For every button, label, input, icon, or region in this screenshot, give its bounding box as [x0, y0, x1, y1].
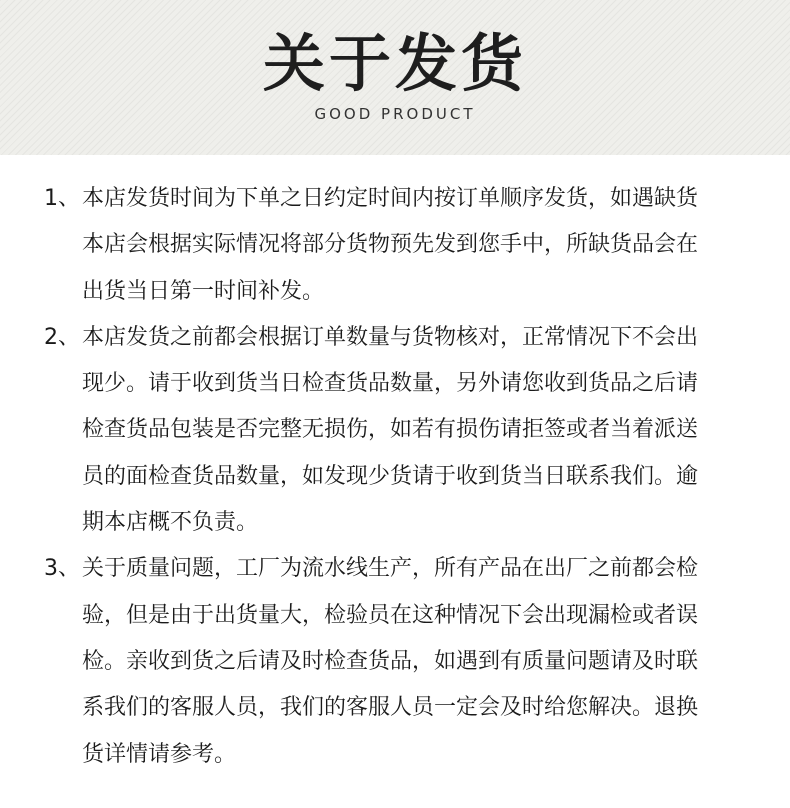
note-line: 本店发货之前都会根据订单数量与货物核对，正常情况下不会出 — [82, 324, 699, 350]
note-line: 检查货品包装是否完整无损伤，如若有损伤请拒签或者当着派送 — [82, 417, 699, 443]
note-text — [82, 546, 759, 777]
shipping-notes — [44, 176, 759, 778]
note-line: 现少。请于收到货当日检查货品数量，另外请您收到货品之后请 — [82, 371, 699, 397]
page-title: 关于发货 — [262, 27, 527, 100]
note-number: 2、 — [44, 324, 80, 350]
note-item-3 — [44, 546, 759, 777]
note-line: 检。亲收到货之后请及时检查货品，如遇到有质量问题请及时联 — [82, 648, 699, 674]
note-line: 员的面检查货品数量，如发现少货请于收到货当日联系我们。逾 — [82, 463, 699, 489]
note-text — [82, 315, 759, 546]
note-line: 出货当日第一时间补发。 — [82, 278, 325, 304]
note-line: 本店发货时间为下单之日约定时间内按订单顺序发货，如遇缺货 — [82, 186, 699, 211]
page-subtitle: GOOD PRODUCT — [314, 105, 476, 123]
note-line: 关于质量问题，工厂为流水线生产，所有产品在出厂之前都会检 — [82, 556, 699, 582]
note-line: 货详情请参考。 — [82, 741, 237, 767]
note-number: 1、 — [44, 186, 80, 211]
note-line: 系我们的客服人员，我们的客服人员一定会及时给您解决。退换 — [82, 695, 699, 721]
note-line: 期本店概不负责。 — [82, 510, 259, 536]
note-line: 本店会根据实际情况将部分货物预先发到您手中，所缺货品会在 — [82, 232, 699, 258]
note-item-1 — [44, 176, 759, 315]
note-item-2 — [44, 315, 759, 546]
header-banner — [0, 0, 790, 155]
note-number: 3、 — [44, 556, 80, 582]
note-text — [82, 176, 759, 315]
note-line: 验，但是由于出货量大，检验员在这种情况下会出现漏检或者误 — [82, 602, 699, 628]
